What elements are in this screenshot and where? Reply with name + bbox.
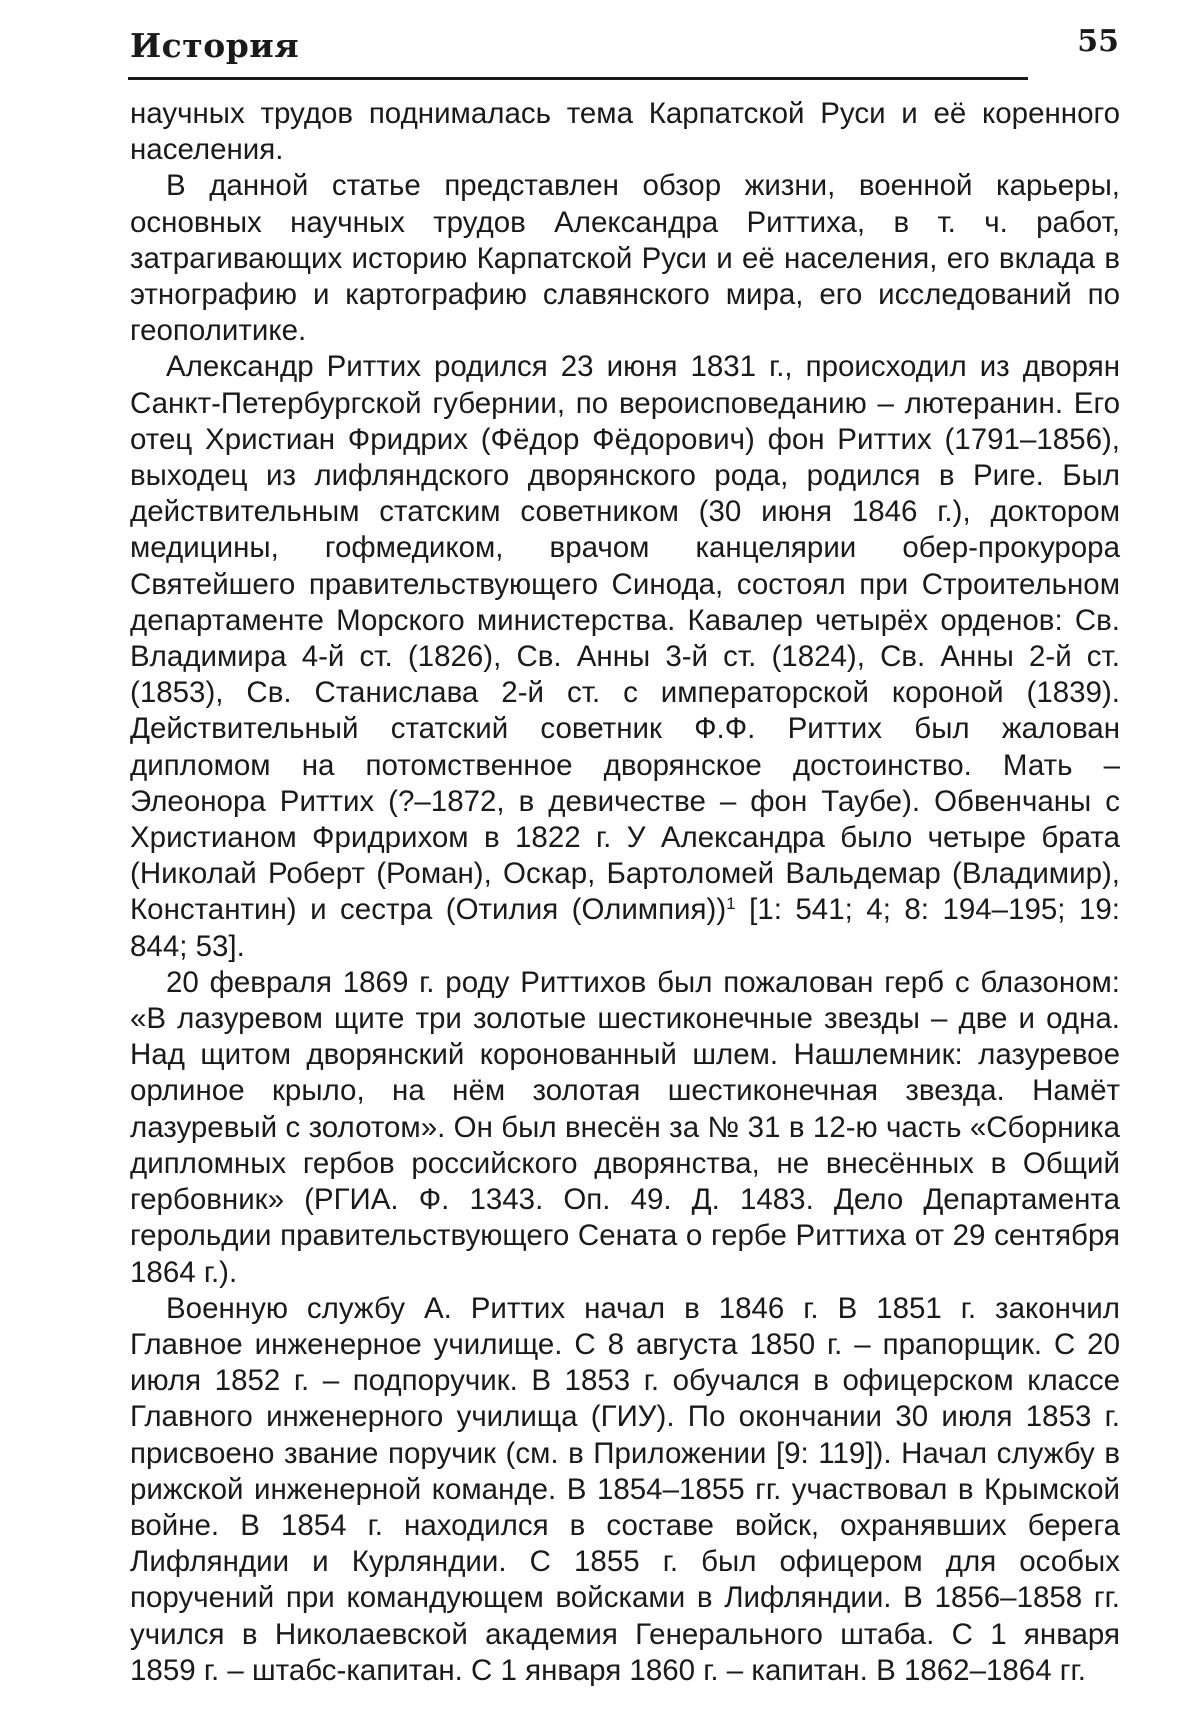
footnote-mark: 1 — [726, 894, 736, 914]
paragraph-text: научных трудов поднималась тема Карпатской Руси и её коренного населения. — [130, 97, 1120, 167]
paragraph-text: Александр Риттих родился 23 июня 1831 г., происходил из дворян Санкт-Петербургской губернии, по вероисповеданию – лютеранин. Его отец Христиан Фридрих (Фёдор Фёдорович) фон Риттих (1791–1856), выходец из лифляндского дворянского рода, родился в Риге. Был действительным статским советником (30 июня 1846 г.), доктором медицины, гофмедиком, врачом канцелярии обер-прокурора Святейшего правительствующего Синода, состоял при Строительном департаменте Морского министерства. Кавалер четырёх орденов: Св. Владимира 4-й ст. (1826), Св. Анны 3-й ст. (1824), Св. Анны 2-й ст. (1853), Св. Станислава 2-й ст. с императорской короной (1839). Действительный статский советник Ф.Ф. Риттих был жалован дипломом на потомственное дворянское достоинство. Мать – Элеонора Риттих (?–1872, в девичестве – фон Таубе). Обвенчаны с Христианом Фридрихом в 1822 г. У Александра было четыре брата (Николай Роберт (Роман), Оскар, Бартоломей Вальдемар (Владимир), Константин) и сестра (Отилия (Олимпия)) — [130, 350, 1120, 927]
paragraph-text: 20 февраля 1869 г. роду Риттихов был пожалован герб с блазоном: «В лазуревом щите три золотые шестиконечные звезды – две и одна. Над щитом дворянский коронованный шлем. Нашлемник: лазуревое орлиное крыло, на нём золотая шестиконечная звезда. Намёт лазуревый с золотом». Он был внесён за № 31 в 12-ю часть «Сборника дипломных гербов российского дворянства, не внесённых в Общий гербовник» (РГИА. Ф. 1343. Оп. 49. Д. 1483. Дело Департамента герольдии правительствующего Сената о гербе Риттиха от 29 сентября 1864 г.). — [130, 965, 1120, 1289]
page-number: 55 — [1077, 24, 1119, 59]
article-body — [130, 96, 1120, 1689]
citation: [1: 541; 4; 8: 194–195; 19: 844; 53]. — [130, 893, 1120, 963]
paragraph-3 — [130, 349, 1120, 964]
paragraph-5 — [130, 1291, 1120, 1689]
header-rule — [128, 77, 1028, 80]
running-header — [130, 24, 1119, 76]
paragraph-text: Военную службу А. Риттих начал в 1846 г. В 1851 г. закончил Главное инженерное училище. С 8 августа 1850 г. – прапорщик. С 20 июля 1852 г. – подпоручик. В 1853 г. обучался в офицерском классе Главного инженерного училища (ГИУ). По окончании 30 июля 1853 г. присвоено звание поручик (см. в Приложении [9: 119]). Начал службу в рижской инженерной команде. В 1854–1855 гг. участвовал в Крымской войне. В 1854 г. находился в составе войск, охранявших берега Лифляндии и Курляндии. С 1855 г. был офицером для особых поручений при командующем войсками в Лифляндии. В 1856–1858 гг. учился в Николаевской академия Генерального штаба. С 1 января 1859 г. – штабс-капитан. С 1 января 1860 г. – капитан. В 1862–1864 гг. — [130, 1291, 1120, 1687]
paragraph-1 — [130, 96, 1120, 168]
paragraph-4 — [130, 965, 1120, 1291]
section-title: История — [130, 26, 300, 65]
paragraph-2 — [130, 168, 1120, 349]
paragraph-text: В данной статье представлен обзор жизни, военной карьеры, основных научных трудов Александра Риттиха, в т. ч. работ, затрагивающих историю Карпатской Руси и её населения, его вклада в этнографию и картографию славянского мира, его исследований по геополитике. — [130, 169, 1120, 348]
